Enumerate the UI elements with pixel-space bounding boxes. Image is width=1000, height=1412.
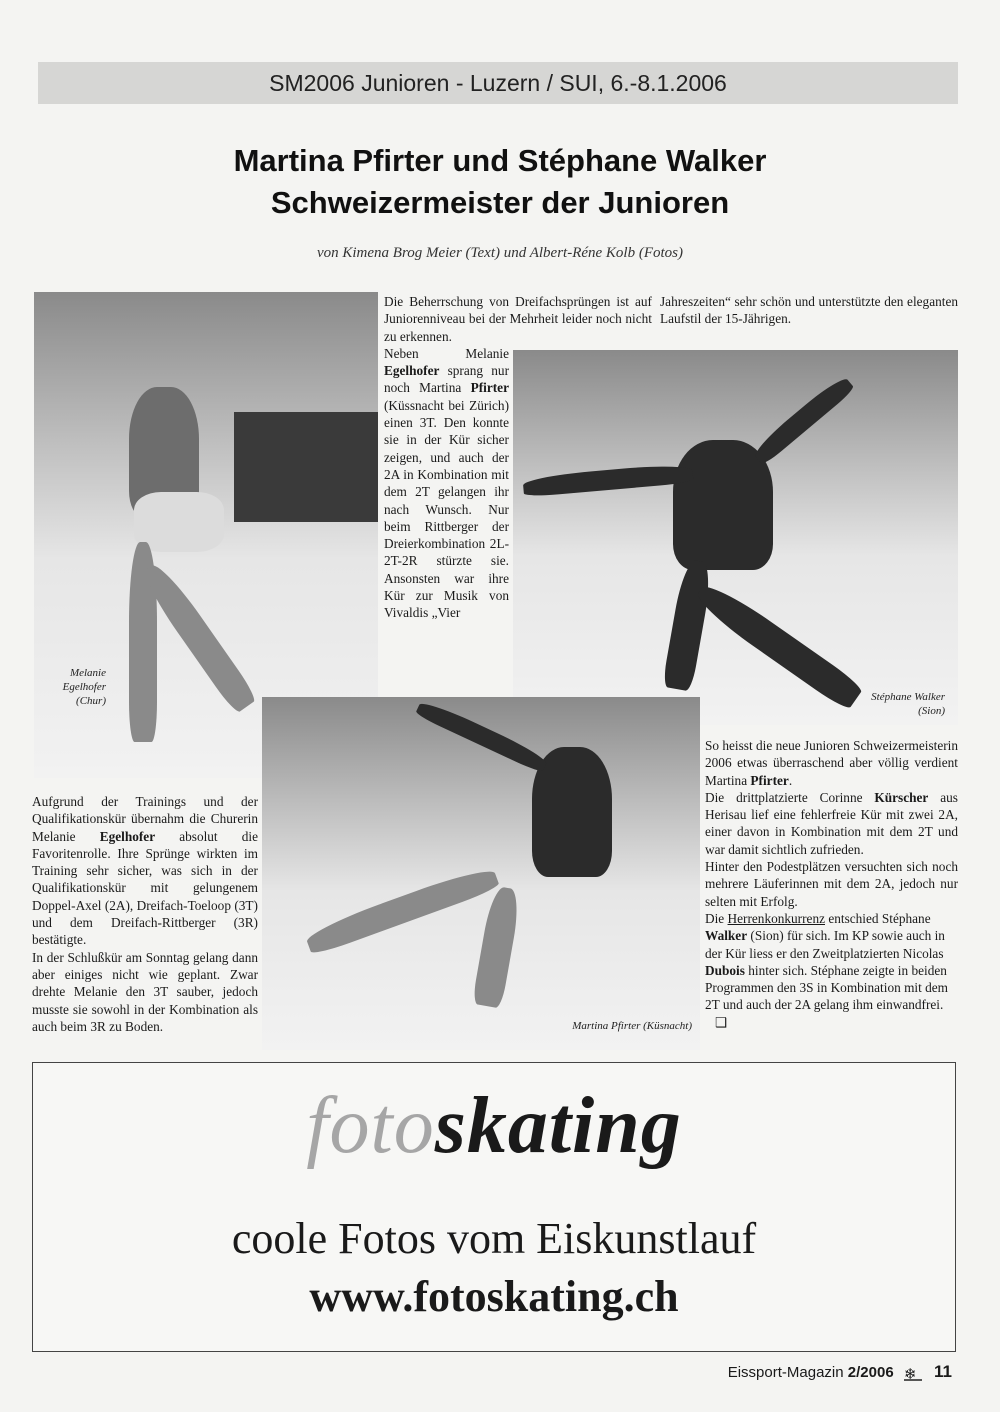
paragraph: Die Herrenkonkurrenz entschied Stéphane Walker (Sion) für sich. Im KP sowie auch in der Kür liess er den Zweitplatzierten Nicolas Dubois hinter sich. Stéphane zeigte in beiden Programmen den 3S in Kombination mit dem 2T und auch der 2A gelang ihm einwandfrei. ❑	[705, 910, 949, 1030]
caption-stephane: Stéphane Walker (Sion)	[871, 691, 945, 717]
paragraph: Die drittplatzierte Corinne Kürscher aus Herisau lief eine fehlerfreie Kür mit zwei 2A, einer davon in Kombination mit dem 2T und war damit sichtlich zufrieden.	[705, 789, 958, 857]
end-mark-icon: ❑	[715, 1014, 727, 1030]
issue-number: 2/2006	[847, 1364, 894, 1381]
photo-martina-pfirter	[262, 697, 700, 1050]
page-footer	[728, 1362, 952, 1382]
photo-stephane-walker	[513, 350, 958, 725]
paragraph: Hinter den Podestplätzen versuchten sich noch mehrere Läuferinnen mit dem 2A, jedoch nur selten mit Erfolg.	[705, 859, 958, 909]
ad-tagline: coole Fotos vom Eiskunstlauf	[231, 1214, 757, 1263]
title-line-1: Martina Pfirter und Stéphane Walker	[233, 143, 767, 178]
paragraph: Jahreszeiten“ sehr schön und unterstützte den eleganten Laufstil der 15-Jährigen.	[660, 294, 958, 327]
paragraph: So heisst die neue Junioren Schweizermeisterin 2006 etwas überraschend aber völlig verdient Martina Pfirter.	[705, 738, 958, 788]
skater-logo-icon: ❄	[904, 1365, 922, 1381]
paragraph: Neben Melanie Egelhofer sprang nur noch Martina Pfirter (Küssnacht bei Zürich) einen 3T. Den konnte sie in der Kür sicher zeigen, und auch der 2A in Kombination mit dem 2T gelangen ihr nach Wunsch. Nur beim Rittberger der Dreierkombination 2L-2T-2R stürzte sie. Ansonsten war ihre Kür zur Musik von Vivaldis „Vier	[384, 345, 509, 621]
byline: von Kimena Brog Meier (Text) und Albert-Réne Kolb (Fotos)	[316, 245, 684, 261]
page-number: 11	[934, 1362, 952, 1381]
caption-martina: Martina Pfirter (Küsnacht)	[572, 1020, 692, 1032]
ad-url-link[interactable]: www.fotoskating.ch	[309, 1272, 679, 1321]
fotoskating-logo: fotoskating	[306, 1082, 682, 1170]
article-column-top-right	[660, 293, 958, 328]
article-title	[0, 140, 1000, 224]
paragraph: Die Beherrschung von Dreifachsprüngen ist auf Juniorenniveau bei der Mehrheit leider noch nicht zu erkennen.	[384, 294, 652, 344]
article-column-bottom-right	[705, 737, 958, 1031]
banner-backdrop	[234, 412, 378, 522]
title-line-2: Schweizermeister der Junioren	[270, 185, 730, 220]
event-header: SM2006 Junioren - Luzern / SUI, 6.-8.1.2006	[38, 62, 958, 104]
article-column-bottom-left	[32, 793, 258, 1035]
caption-melanie: Melanie Egelhofer (Chur)	[62, 667, 106, 707]
magazine-name: Eissport-Magazin	[727, 1364, 844, 1381]
fotoskating-advertisement[interactable]	[32, 1062, 956, 1352]
paragraph: Aufgrund der Trainings und der Qualifikationskür übernahm die Churerin Melanie Egelhofer absolut die Favoritenrolle. Ihre Sprünge wirkten im Training sehr sicher, was sich in der Qualifikationskür mit gelungenem Doppel-Axel (2A), Dreifach-Toeloop (3T) und dem Dreifach-Rittberger (3R) bestätigte.	[32, 794, 259, 948]
paragraph: In der Schlußkür am Sonntag gelang dann aber einiges nicht wie geplant. Zwar drehte Melanie den 3T sauber, jedoch musste sie sowohl in der Kombination als auch beim 3R zu Boden.	[32, 949, 258, 1034]
